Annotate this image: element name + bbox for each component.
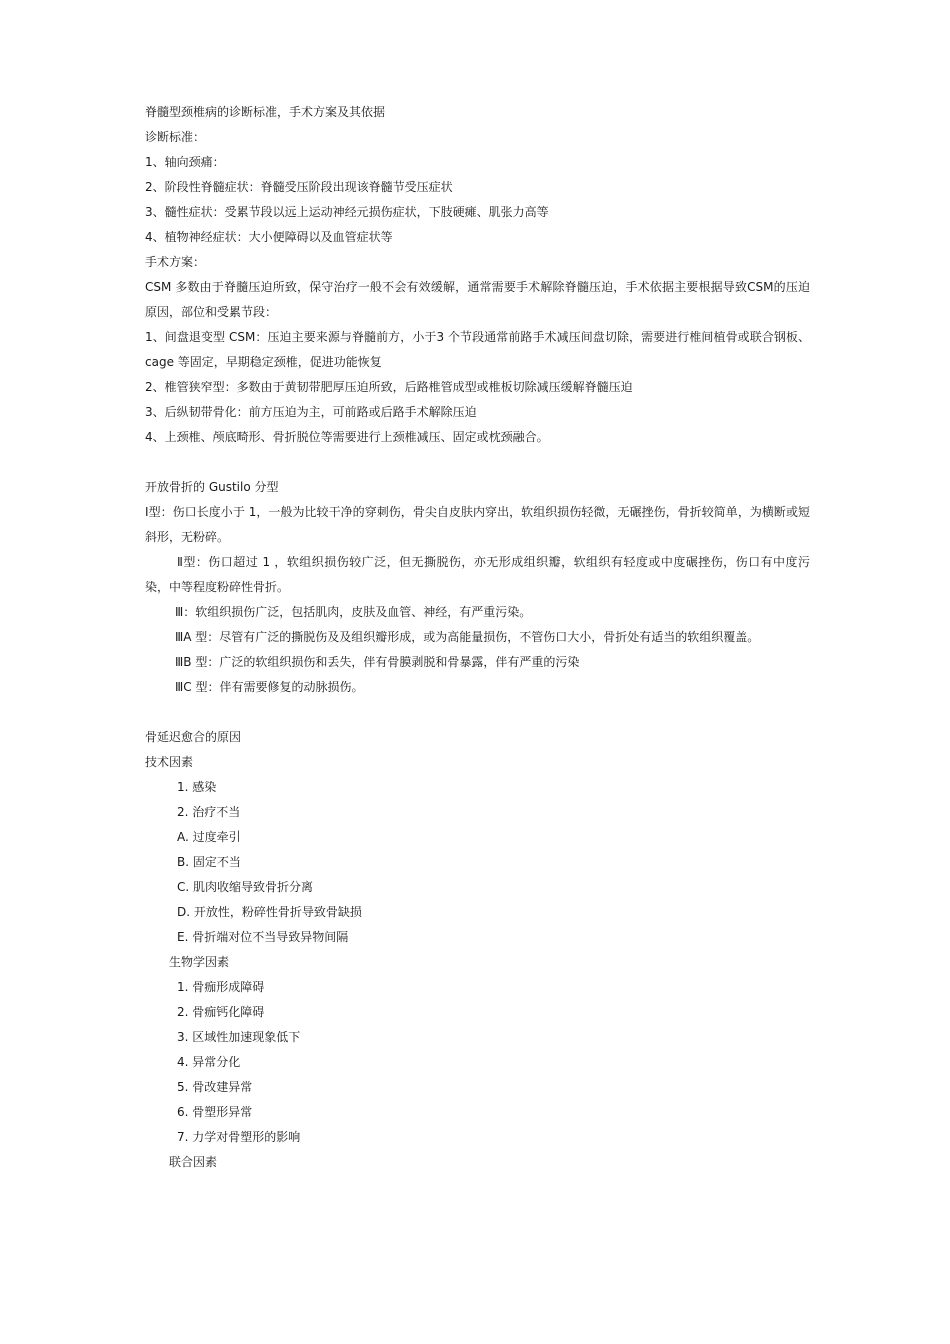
gustilo-type-3c: ⅢC 型：伴有需要修复的动脉损伤。 <box>175 680 364 694</box>
gustilo-type-3a: ⅢA 型：尽管有广泛的撕脱伤及及组织瓣形成，或为高能量损伤，不管伤口大小，骨折处有适当的软组织覆盖。 <box>175 630 760 644</box>
document-page <box>145 100 810 1175</box>
biological-factor-item: 7. 力学对骨塑形的影响 <box>177 1130 301 1144</box>
spacer <box>145 450 810 475</box>
combined-factors-heading: 联合因素 <box>169 1155 218 1169</box>
diagnosis-item: 4、植物神经症状：大小便障碍以及血管症状等 <box>145 230 393 244</box>
technical-factor-item: E. 骨折端对位不当导致异物间隔 <box>177 930 349 944</box>
technical-factor-item: D. 开放性，粉碎性骨折导致骨缺损 <box>177 905 362 919</box>
technical-factor-item: A. 过度牵引 <box>177 830 241 844</box>
biological-factor-item: 5. 骨改建异常 <box>177 1080 253 1094</box>
biological-factor-item: 1. 骨痂形成障碍 <box>177 980 265 994</box>
csm-title: 脊髓型颈椎病的诊断标准，手术方案及其依据 <box>145 105 386 119</box>
diagnosis-item: 2、阶段性脊髓症状：脊髓受压阶段出现该脊髓节受压症状 <box>145 180 453 194</box>
biological-factor-item: 4. 异常分化 <box>177 1055 241 1069</box>
surgery-item: 1、间盘退变型 CSM：压迫主要来源与脊髓前方，小于3 个节段通常前路手术减压间盘切除，需要进行椎间植骨或联合钢板、cage 等固定，早期稳定颈椎，促进功能恢复 <box>145 330 810 369</box>
gustilo-title: 开放骨折的 Gustilo 分型 <box>145 480 279 494</box>
technical-factor-item: 1. 感染 <box>177 780 217 794</box>
technical-factors-heading: 技术因素 <box>145 755 194 769</box>
surgery-item: 4、上颈椎、颅底畸形、骨折脱位等需要进行上颈椎减压、固定或枕颈融合。 <box>145 430 549 444</box>
biological-factor-item: 3. 区域性加速现象低下 <box>177 1030 301 1044</box>
surgery-item: 2、椎管狭窄型：多数由于黄韧带肥厚压迫所致，后路椎管成型或椎板切除减压缓解脊髓压迫 <box>145 380 633 394</box>
surgery-heading: 手术方案： <box>145 255 206 269</box>
gustilo-type-2: Ⅱ型：伤口超过 1 ，软组织损伤较广泛，但无撕脱伤，亦无形成组织瓣，软组织有轻度或中度碾挫伤，伤口有中度污染，中等程度粉碎性骨折。 <box>145 555 810 594</box>
gustilo-type-3b: ⅢB 型：广泛的软组织损伤和丢失，伴有骨膜剥脱和骨暴露，伴有严重的污染 <box>175 655 580 669</box>
biological-factors-heading: 生物学因素 <box>169 955 230 969</box>
diagnosis-item: 3、髓性症状：受累节段以远上运动神经元损伤症状，下肢硬瘫、肌张力高等 <box>145 205 549 219</box>
gustilo-type-3: Ⅲ：软组织损伤广泛，包括肌肉，皮肤及血管、神经，有严重污染。 <box>175 605 532 619</box>
surgery-intro: CSM 多数由于脊髓压迫所致，保守治疗一般不会有效缓解，通常需要手术解除脊髓压迫，手术依据主要根据导致CSM的压迫原因，部位和受累节段： <box>145 280 810 319</box>
surgery-item: 3、后纵韧带骨化：前方压迫为主，可前路或后路手术解除压迫 <box>145 405 477 419</box>
technical-factor-item: C. 肌肉收缩导致骨折分离 <box>177 880 314 894</box>
delayed-union-title: 骨延迟愈合的原因 <box>145 730 242 744</box>
diagnosis-heading: 诊断标准： <box>145 130 206 144</box>
biological-factor-item: 2. 骨痂钙化障碍 <box>177 1005 265 1019</box>
biological-factor-item: 6. 骨塑形异常 <box>177 1105 253 1119</box>
gustilo-type-1: Ⅰ型：伤口长度小于 1，一般为比较干净的穿刺伤，骨尖自皮肤内穿出，软组织损伤轻微，无碾挫伤，骨折较简单，为横断或短斜形，无粉碎。 <box>145 505 810 544</box>
diagnosis-item: 1、轴向颈痛： <box>145 155 225 169</box>
technical-factor-item: 2. 治疗不当 <box>177 805 241 819</box>
technical-factor-item: B. 固定不当 <box>177 855 241 869</box>
spacer <box>145 700 810 725</box>
